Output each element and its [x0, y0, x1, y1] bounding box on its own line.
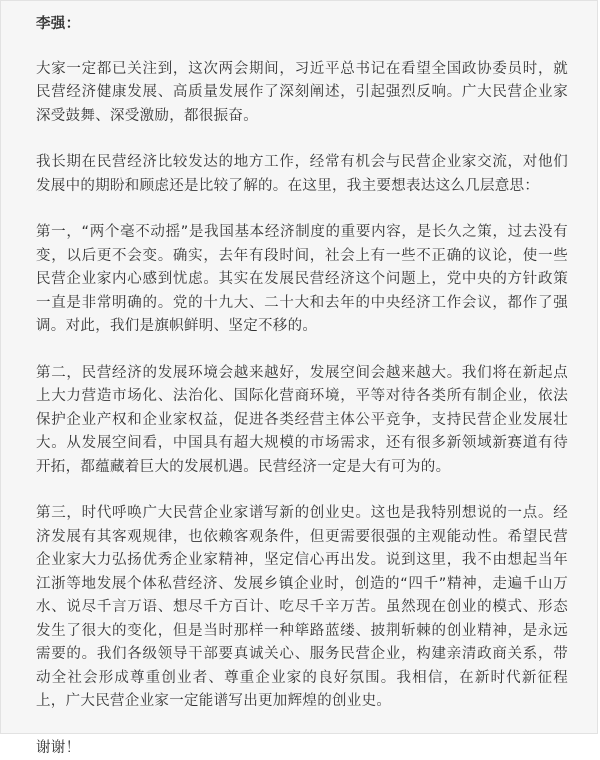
- closing-remark: 谢谢！: [36, 737, 568, 760]
- paragraph-intro: 大家一定都已关注到，这次两会期间，习近平总书记在看望全国政协委员时，就民营经济健康发展、高质量发展作了深刻阐述，引起强烈反响。广大民营企业家深受鼓舞、深受激励，都很振奋。: [36, 58, 568, 129]
- paragraph-context: 我长期在民营经济比较发达的地方工作，经常有机会与民营企业家交流，对他们发展中的期盼和顾虑还是比较了解的。在这里，我主要想表达这么几层意思：: [36, 151, 568, 198]
- paragraph-point-one: 第一，“两个毫不动摇”是我国基本经济制度的重要内容，是长久之策，过去没有变，以后更不会变。确实，去年有段时间，社会上有一些不正确的议论，使一些民营企业家内心感到忧虑。其实在发展民营经济这个问题上，党中央的方针政策一直是非常明确的。党的十九大、二十大和去年的中央经济工作会议，都作了强调。对此，我们是旗帜鲜明、坚定不移的。: [36, 221, 568, 339]
- article-content: [36, 13, 568, 760]
- paragraph-point-three: 第三，时代呼唤广大民营企业家谱写新的创业史。这也是我特别想说的一点。经济发展有其客观规律，也依赖客观条件，但更需要很强的主观能动性。希望民营企业家大力弘扬优秀企业家精神，坚定信心再出发。说到这里，我不由想起当年江浙等地发展个体私营经济、发展乡镇企业时，创造的“四千”精神，走遍千山万水、说尽千言万语、想尽千方百计、吃尽千辛万苦。虽然现在创业的模式、形态发生了很大的变化，但是当时那样一种筚路蓝缕、披荆斩棘的创业精神，是永远需要的。我们各级领导干部要真诚关心、服务民营企业，构建亲清政商关系，带动全社会形成尊重创业者、尊重企业家的良好氛围。我相信，在新时代新征程上，广大民营企业家一定能谱写出更加辉煌的创业史。: [36, 502, 568, 714]
- speaker-name: 李强：: [36, 13, 568, 37]
- paragraph-point-two: 第二，民营经济的发展环境会越来越好，发展空间会越来越大。我们将在新起点上大力营造市场化、法治化、国际化营商环境，平等对待各类所有制企业，依法保护企业产权和企业家权益，促进各类经营主体公平竞争，支持民营企业发展壮大。从发展空间看，中国具有超大规模的市场需求，还有很多新领域新赛道有待开拓，都蕴藏着巨大的发展机遇。民营经济一定是大有可为的。: [36, 362, 568, 480]
